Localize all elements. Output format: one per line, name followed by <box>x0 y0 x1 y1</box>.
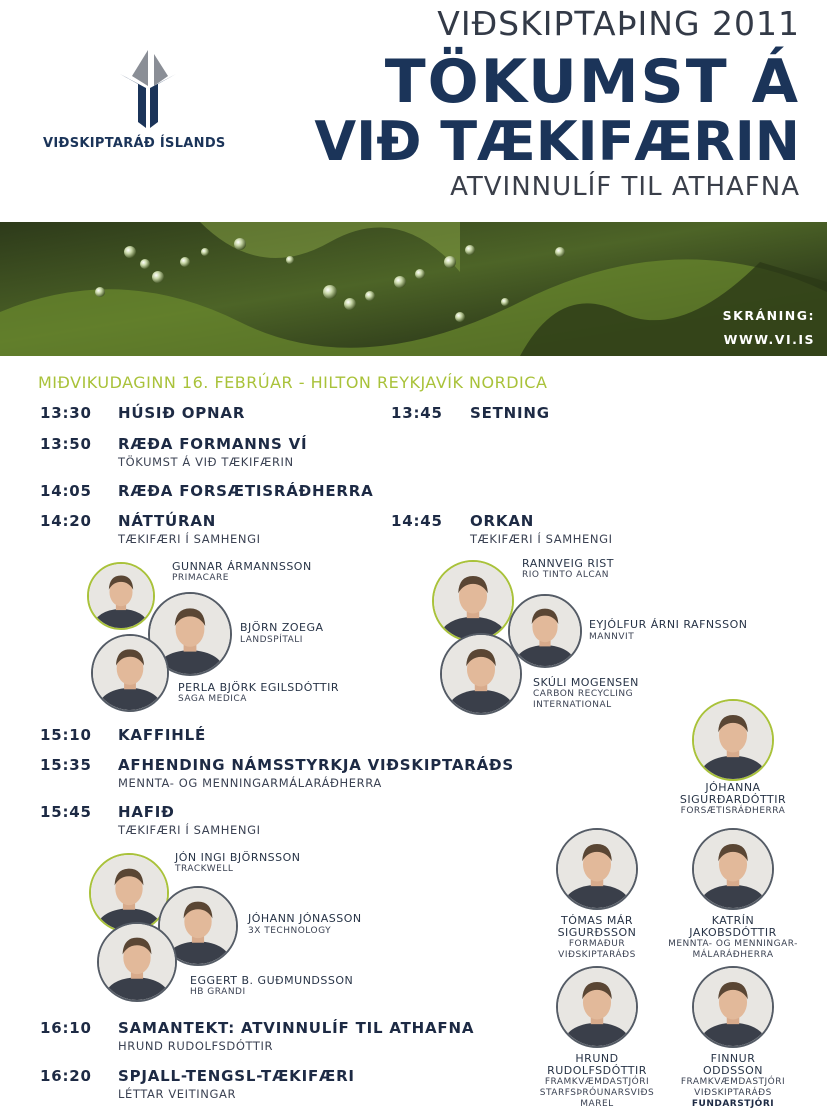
speaker-photo <box>89 853 169 933</box>
item-subtitle: TÖKUMST Á VIÐ TÆKIFÆRIN <box>118 455 294 469</box>
item-title: SPJALL-TENGSL-TÆKIFÆRI <box>118 1067 355 1085</box>
speaker-org: VIÐSKIPTARÁÐS <box>558 950 636 960</box>
speaker-org: FORSÆTISRÁÐHERRA <box>680 806 786 816</box>
headline-line-1: TÖKUMST Á <box>384 47 800 117</box>
time-1330: 13:30 <box>40 404 92 422</box>
speaker-name: HRUND <box>575 1052 619 1065</box>
banner-image <box>0 222 827 356</box>
speaker-photo <box>440 633 522 715</box>
speaker-org: 3X TECHNOLOGY <box>248 926 332 936</box>
event-name: VIÐSKIPTAÞING 2011 <box>437 4 800 43</box>
speaker-name: JÓN INGI BJÖRNSSON <box>175 851 301 864</box>
speaker-org: MANNVIT <box>589 632 635 642</box>
speaker-org: FRAMKVÆMDASTJÓRI <box>544 1077 650 1087</box>
speaker-org: VIÐSKIPTARÁÐS <box>694 1088 772 1098</box>
item-title: HÚSIÐ OPNAR <box>118 404 246 422</box>
item-subtitle: TÆKIFÆRI Í SAMHENGI <box>118 823 261 837</box>
speaker-name: TÓMAS MÁR <box>560 914 634 927</box>
speaker-org: RIO TINTO ALCAN <box>522 570 610 580</box>
speaker-name: FINNUR <box>710 1052 756 1065</box>
headline-subtitle: ATVINNULÍF TIL ATHAFNA <box>450 172 800 202</box>
speaker-role: FUNDARSTJÓRI <box>691 1099 775 1109</box>
speaker-name: JAKOBSDÓTTIR <box>689 926 777 939</box>
speaker-name: RUDOLFSDÓTTIR <box>547 1064 647 1077</box>
speaker-org: INTERNATIONAL <box>533 700 612 710</box>
speaker-name: ODDSSON <box>703 1064 763 1077</box>
org-name: VIÐSKIPTARÁÐ ÍSLANDS <box>43 136 226 151</box>
speaker-org: LANDSPÍTALI <box>240 635 303 645</box>
speaker-org: FORMAÐUR <box>568 939 626 949</box>
speaker-org: FRAMKVÆMDASTJÓRI <box>680 1077 786 1087</box>
time-1350: 13:50 <box>40 435 92 453</box>
speaker-org: CARBON RECYCLING <box>533 689 634 699</box>
time-1345: 13:45 <box>391 404 443 422</box>
speaker-photo <box>692 966 774 1048</box>
registration-label: SKRÁNING: <box>722 308 815 323</box>
speaker-name: JÓHANN JÓNASSON <box>248 912 362 925</box>
speaker-card <box>653 782 813 817</box>
item-title: ORKAN <box>470 512 535 530</box>
date-venue-line: MIÐVIKUDAGINN 16. FEBRÚAR - HILTON REYKJAVÍK NORDICA <box>38 373 548 392</box>
item-title: KAFFIHLÉ <box>118 726 207 744</box>
time-1545: 15:45 <box>40 803 92 821</box>
speaker-name: BJÖRN ZOEGA <box>240 621 324 634</box>
item-subtitle: TÆKIFÆRI Í SAMHENGI <box>118 532 261 546</box>
speaker-name: EYJÓLFUR ÁRNI RAFNSSON <box>589 618 748 631</box>
speaker-name: KATRÍN <box>711 914 755 927</box>
speaker-name: RANNVEIG RIST <box>522 557 615 570</box>
speaker-org: SAGA MEDICA <box>178 694 247 704</box>
org-logo-icon <box>118 50 178 130</box>
item-title: NÁTTÚRAN <box>118 512 217 530</box>
speaker-org: MENNTA- OG MENNINGAR- <box>668 939 798 949</box>
item-subtitle: TÆKIFÆRI Í SAMHENGI <box>470 532 613 546</box>
time-1510: 15:10 <box>40 726 92 744</box>
speaker-photo <box>556 966 638 1048</box>
time-1420: 14:20 <box>40 512 92 530</box>
speaker-photo <box>508 594 582 668</box>
item-subtitle: MENNTA- OG MENNINGARMÁLARÁÐHERRA <box>118 776 382 790</box>
item-subtitle: LÉTTAR VEITINGAR <box>118 1087 237 1101</box>
item-title: RÆÐA FORMANNS VÍ <box>118 435 308 453</box>
moss-photo <box>0 222 827 356</box>
item-title: SAMANTEKT: ATVINNULÍF TIL ATHAFNA <box>118 1019 475 1037</box>
time-1445: 14:45 <box>391 512 443 530</box>
speaker-name: GUNNAR ÁRMANNSSON <box>172 560 312 573</box>
time-1620: 16:20 <box>40 1067 92 1085</box>
speaker-name: PERLA BJÖRK EGILSDÓTTIR <box>178 681 340 694</box>
registration-link[interactable]: WWW.VI.IS <box>723 332 815 347</box>
speaker-photo <box>556 828 638 910</box>
speaker-name: SIGURÐARDÓTTIR <box>679 793 787 806</box>
item-title: RÆÐA FORSÆTISRÁÐHERRA <box>118 482 374 500</box>
speaker-name: EGGERT B. GUÐMUNDSSON <box>190 974 354 987</box>
time-1610: 16:10 <box>40 1019 92 1037</box>
speaker-name: JÓHANNA <box>705 781 761 794</box>
speaker-photo <box>87 562 155 630</box>
speaker-org: MAREL <box>580 1099 614 1109</box>
speaker-org: MÁLARÁÐHERRA <box>692 950 774 960</box>
speaker-photo <box>692 828 774 910</box>
speaker-photo <box>432 560 514 642</box>
speaker-org: STARFSÞRÓUNARSVIÐS <box>539 1088 655 1098</box>
speaker-org: HB GRANDI <box>190 987 246 997</box>
speaker-name: SKÚLI MOGENSEN <box>533 676 639 689</box>
speaker-photo <box>692 699 774 781</box>
speaker-card <box>653 915 813 961</box>
headline-line-2: VIÐ TÆKIFÆRIN <box>314 110 800 173</box>
org-logo <box>118 50 178 130</box>
speaker-photo <box>91 634 169 712</box>
time-1405: 14:05 <box>40 482 92 500</box>
speaker-photo <box>97 922 177 1002</box>
speaker-org: PRIMACARE <box>172 573 229 583</box>
time-1535: 15:35 <box>40 756 92 774</box>
speaker-org: TRACKWELL <box>175 864 234 874</box>
item-title: HAFIÐ <box>118 803 175 821</box>
speaker-name: SIGURÐSSON <box>557 926 637 939</box>
speaker-card <box>653 1053 813 1110</box>
item-subtitle: HRUND RUDOLFSDÓTTIR <box>118 1039 274 1053</box>
item-title: SETNING <box>470 404 550 422</box>
item-title: AFHENDING NÁMSSTYRKJA VIÐSKIPTARÁÐS <box>118 756 514 774</box>
